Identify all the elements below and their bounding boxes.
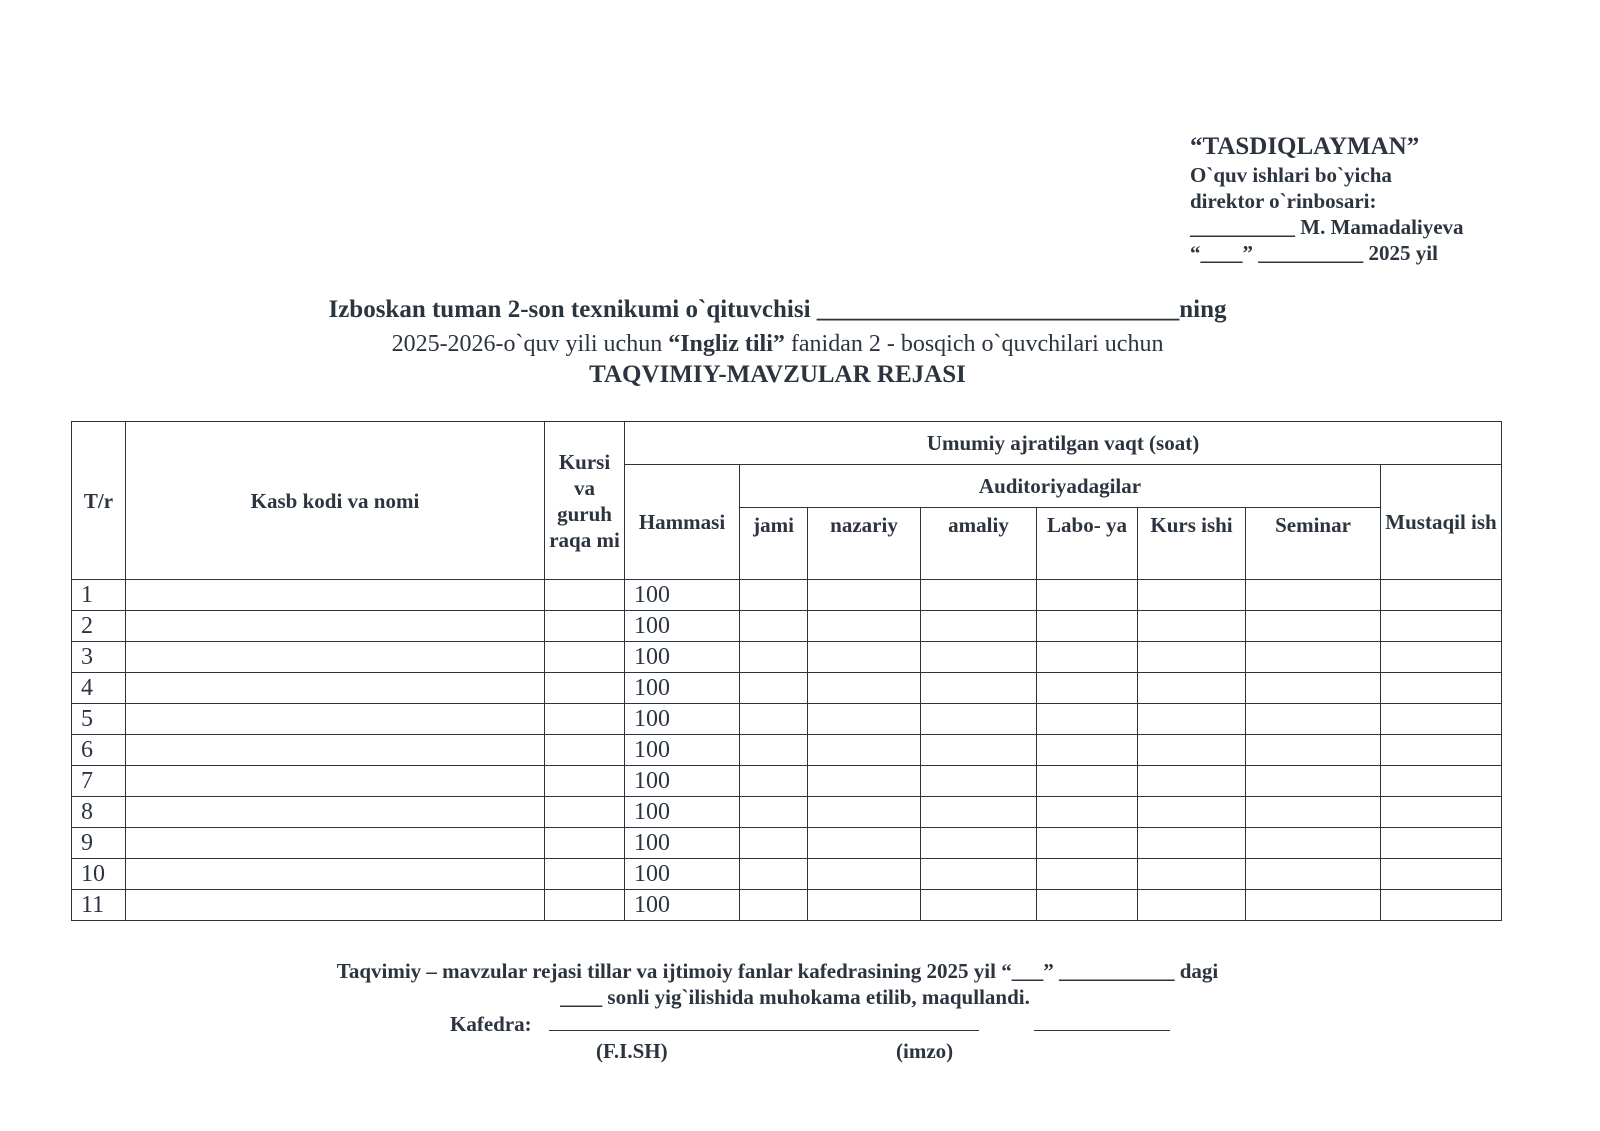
row-hammasi: 100 (625, 642, 740, 673)
table-cell (1138, 890, 1246, 921)
table-cell (1246, 890, 1381, 921)
table-cell (545, 735, 625, 766)
table-cell (126, 828, 545, 859)
table-cell (740, 580, 808, 611)
header-jami: jami (740, 508, 808, 580)
row-number: 10 (72, 859, 126, 890)
table-cell (921, 766, 1037, 797)
table-cell (1037, 828, 1138, 859)
table-cell (545, 797, 625, 828)
approval-block (1190, 132, 1464, 266)
table-cell (126, 735, 545, 766)
table-cell (545, 859, 625, 890)
table-cell (740, 797, 808, 828)
imzo-caption: (imzo) (896, 1039, 954, 1063)
table-cell (808, 859, 921, 890)
row-hammasi: 100 (625, 704, 740, 735)
table-cell (1246, 797, 1381, 828)
footer-line-2: ____ sonli yig`ilishida muhokama etilib, maqullandi. (560, 985, 1030, 1009)
table-cell (1246, 611, 1381, 642)
table-cell (1037, 890, 1138, 921)
row-number: 1 (72, 580, 126, 611)
table-cell (1138, 766, 1246, 797)
plan-table-body (72, 580, 1502, 921)
table-cell (1138, 859, 1246, 890)
row-hammasi: 100 (625, 828, 740, 859)
table-cell (1381, 704, 1502, 735)
document-title: TAQVIMIY-MAVZULAR REJASI (589, 361, 966, 388)
table-cell (740, 704, 808, 735)
table-cell (921, 580, 1037, 611)
table-cell (1037, 611, 1138, 642)
row-number: 3 (72, 642, 126, 673)
table-cell (1037, 766, 1138, 797)
table-cell (126, 766, 545, 797)
row-number: 7 (72, 766, 126, 797)
table-row (72, 611, 1502, 642)
table-cell (808, 642, 921, 673)
table-cell (1037, 859, 1138, 890)
kafedra-label: Kafedra: (450, 1012, 532, 1036)
table-row (72, 828, 1502, 859)
row-hammasi: 100 (625, 673, 740, 704)
header-mustaqil: Mustaqil ish (1381, 465, 1502, 580)
table-cell (126, 704, 545, 735)
fish-line (549, 1012, 979, 1031)
header-laboya: Labo- ya (1037, 508, 1138, 580)
table-cell (126, 673, 545, 704)
row-hammasi: 100 (625, 797, 740, 828)
table-cell (921, 642, 1037, 673)
table-row (72, 890, 1502, 921)
table-cell (126, 890, 545, 921)
kafedra-signature-row (450, 1011, 1170, 1037)
table-cell (1381, 580, 1502, 611)
table-row (72, 580, 1502, 611)
table-cell (1381, 797, 1502, 828)
header-tr: T/r (72, 422, 126, 580)
table-cell (545, 704, 625, 735)
heading-line-2-pre: 2025-2026-o`quv yili uchun (391, 331, 669, 357)
row-hammasi: 100 (625, 611, 740, 642)
row-number: 6 (72, 735, 126, 766)
table-cell (1246, 828, 1381, 859)
table-cell (1037, 642, 1138, 673)
table-row (72, 766, 1502, 797)
table-cell (808, 673, 921, 704)
table-cell (740, 642, 808, 673)
table-cell (808, 704, 921, 735)
table-cell (808, 828, 921, 859)
table-cell (1138, 642, 1246, 673)
footer-line-1: Taqvimiy – mavzular rejasi tillar va ijtimoiy fanlar kafedrasining 2025 yil “___” ___________ dagi (336, 959, 1219, 983)
table-cell (545, 766, 625, 797)
row-hammasi: 100 (625, 859, 740, 890)
table-cell (1381, 890, 1502, 921)
table-cell (808, 735, 921, 766)
table-cell (545, 828, 625, 859)
table-cell (808, 580, 921, 611)
heading-line-2-post: fanidan 2 - bosqich o`quvchilari uchun (784, 331, 1164, 357)
table-cell (1381, 642, 1502, 673)
table-cell (126, 580, 545, 611)
table-cell (126, 642, 545, 673)
approval-line-2: direktor o`rinbosari: (1190, 189, 1377, 213)
row-number: 11 (72, 890, 126, 921)
table-cell (1037, 704, 1138, 735)
row-hammasi: 100 (625, 735, 740, 766)
header-nazariy: nazariy (808, 508, 921, 580)
table-cell (921, 890, 1037, 921)
table-cell (740, 611, 808, 642)
header-seminar: Seminar (1246, 508, 1381, 580)
table-cell (1138, 797, 1246, 828)
table-cell (126, 797, 545, 828)
table-row (72, 735, 1502, 766)
table-cell (1246, 580, 1381, 611)
row-number: 5 (72, 704, 126, 735)
table-cell (126, 859, 545, 890)
table-cell (921, 735, 1037, 766)
heading-line-1: Izboskan tuman 2-son texnikumi o`qituvchisi _____________________________ning (328, 296, 1227, 323)
table-row (72, 859, 1502, 890)
table-cell (1138, 828, 1246, 859)
table-cell (921, 673, 1037, 704)
table-cell (1138, 611, 1246, 642)
row-number: 9 (72, 828, 126, 859)
table-cell (1246, 704, 1381, 735)
header-umumiy: Umumiy ajratilgan vaqt (soat) (625, 422, 1502, 465)
table-cell (545, 642, 625, 673)
heading-line-2 (0, 331, 1555, 358)
table-cell (740, 890, 808, 921)
fish-caption: (F.I.SH) (596, 1039, 668, 1063)
row-hammasi: 100 (625, 766, 740, 797)
table-cell (1138, 580, 1246, 611)
table-row (72, 642, 1502, 673)
approval-line-4: “____” __________ 2025 yil (1190, 241, 1438, 265)
header-amaliy: amaliy (921, 508, 1037, 580)
table-row (72, 797, 1502, 828)
header-kursi: Kursi va guruh raqa mi (545, 422, 625, 580)
row-hammasi: 100 (625, 580, 740, 611)
table-cell (921, 611, 1037, 642)
table-cell (1037, 797, 1138, 828)
table-cell (1037, 580, 1138, 611)
table-cell (545, 890, 625, 921)
header-auditoriya: Auditoriyadagilar (740, 465, 1381, 508)
table-cell (1381, 766, 1502, 797)
table-cell (1246, 859, 1381, 890)
table-cell (1037, 735, 1138, 766)
plan-table (71, 421, 1502, 921)
table-cell (1246, 735, 1381, 766)
table-cell (545, 611, 625, 642)
table-cell (545, 673, 625, 704)
table-cell (921, 859, 1037, 890)
table-cell (1381, 673, 1502, 704)
table-cell (808, 766, 921, 797)
table-cell (1138, 673, 1246, 704)
table-cell (1138, 735, 1246, 766)
table-cell (921, 828, 1037, 859)
header-kurs-ishi: Kurs ishi (1138, 508, 1246, 580)
approval-line-3: __________ M. Mamadaliyeva (1190, 215, 1464, 239)
table-cell (808, 890, 921, 921)
table-cell (1246, 642, 1381, 673)
table-cell (740, 766, 808, 797)
table-cell (1138, 704, 1246, 735)
table-cell (1037, 673, 1138, 704)
table-cell (740, 735, 808, 766)
table-cell (1381, 859, 1502, 890)
heading-subject: “Ingliz tili” (668, 331, 785, 357)
table-row (72, 673, 1502, 704)
imzo-line (1034, 1012, 1170, 1031)
approval-title: “TASDIQLAYMAN” (1190, 133, 1420, 160)
table-cell (921, 797, 1037, 828)
approval-line-1: O`quv ishlari bo`yicha (1190, 163, 1392, 187)
table-cell (545, 580, 625, 611)
row-number: 4 (72, 673, 126, 704)
table-row (72, 704, 1502, 735)
table-cell (1246, 766, 1381, 797)
table-cell (740, 673, 808, 704)
header-hammasi: Hammasi (625, 465, 740, 580)
table-cell (1381, 828, 1502, 859)
row-number: 8 (72, 797, 126, 828)
table-cell (740, 828, 808, 859)
table-cell (1246, 673, 1381, 704)
table-cell (740, 859, 808, 890)
header-kasb: Kasb kodi va nomi (126, 422, 545, 580)
table-cell (808, 611, 921, 642)
table-cell (1381, 735, 1502, 766)
table-cell (808, 797, 921, 828)
table-cell (1381, 611, 1502, 642)
table-cell (921, 704, 1037, 735)
row-number: 2 (72, 611, 126, 642)
table-cell (126, 611, 545, 642)
row-hammasi: 100 (625, 890, 740, 921)
